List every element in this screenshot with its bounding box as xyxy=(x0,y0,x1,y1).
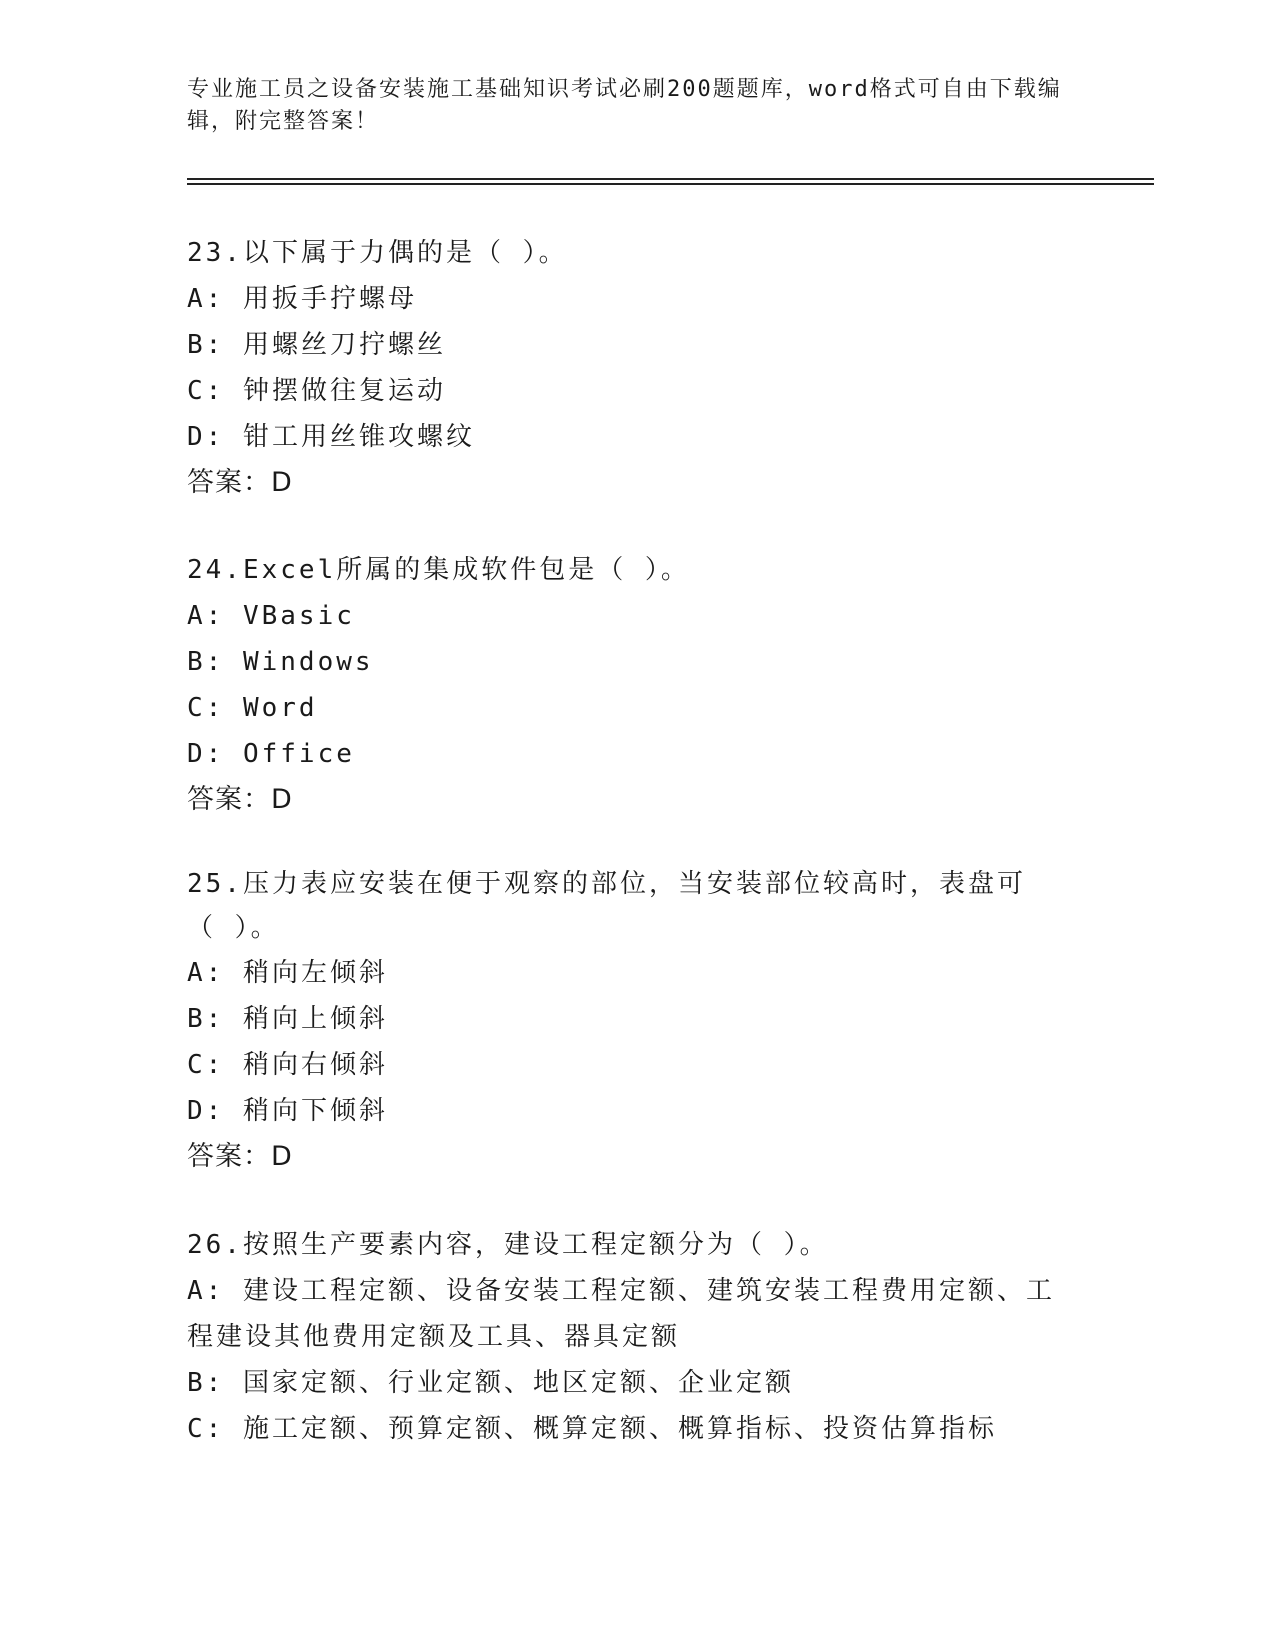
option-c: C: 钟摆做往复运动 xyxy=(187,376,446,406)
header-divider-bottom xyxy=(187,183,1154,185)
question-23 xyxy=(187,230,1087,506)
option-d: D: 钳工用丝锥攻螺纹 xyxy=(187,422,475,452)
document-header: 专业施工员之设备安装施工基础知识考试必刷200题题库，word格式可自由下载编辑，附完整答案！ xyxy=(187,77,1062,134)
option-b: B: Windows xyxy=(187,647,374,677)
option-b: B: 国家定额、行业定额、地区定额、企业定额 xyxy=(187,1368,794,1398)
option-a: A: 稍向左倾斜 xyxy=(187,958,388,988)
header-divider-top xyxy=(187,178,1154,180)
option-d: D: Office xyxy=(187,739,355,769)
question-26 xyxy=(187,1222,1087,1452)
option-a: A: 建设工程定额、设备安装工程定额、建筑安装工程费用定额、工程建设其他费用定额及工具、器具定额 xyxy=(187,1276,1055,1352)
option-b: B: 稍向上倾斜 xyxy=(187,1004,388,1034)
option-c: C: 施工定额、预算定额、概算定额、概算指标、投资估算指标 xyxy=(187,1414,997,1444)
option-a: A: 用扳手拧螺母 xyxy=(187,284,417,314)
option-b: B: 用螺丝刀拧螺丝 xyxy=(187,330,446,360)
answer-text: 答案：D xyxy=(187,784,293,815)
question-stem: 23.以下属于力偶的是（ ）。 xyxy=(187,238,568,268)
question-stem: 26.按照生产要素内容，建设工程定额分为（ ）。 xyxy=(187,1230,829,1260)
option-a: A: VBasic xyxy=(187,601,355,631)
option-c: C: 稍向右倾斜 xyxy=(187,1050,388,1080)
option-c: C: Word xyxy=(187,693,318,723)
question-25 xyxy=(187,862,1087,1180)
option-d: D: 稍向下倾斜 xyxy=(187,1096,388,1126)
question-stem: 24.Excel所属的集成软件包是（ ）。 xyxy=(187,555,690,585)
question-stem: 25.压力表应安装在便于观察的部位，当安装部位较高时，表盘可（ ）。 xyxy=(187,869,1026,943)
answer-text: 答案：D xyxy=(187,467,293,498)
answer-text: 答案：D xyxy=(187,1141,293,1172)
question-24 xyxy=(187,547,1087,823)
